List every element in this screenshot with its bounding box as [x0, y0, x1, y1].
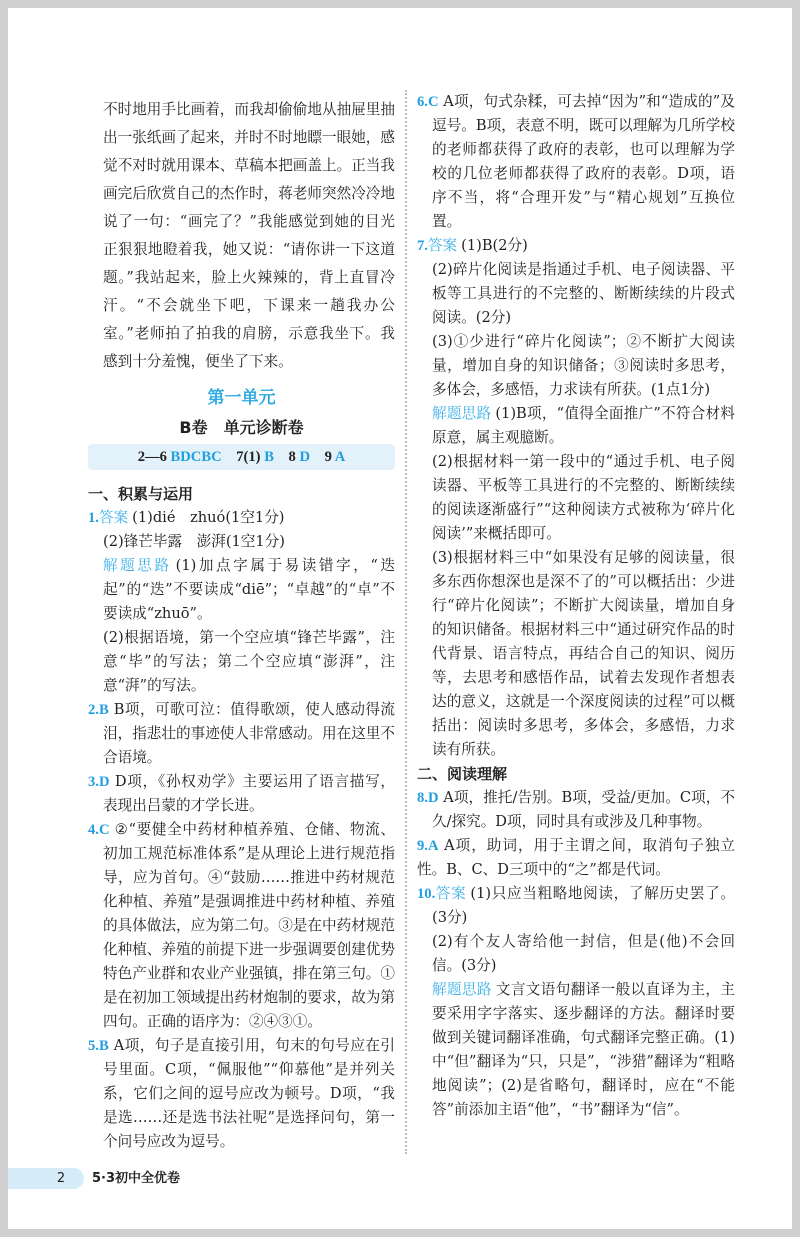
unit-title: 第一单元: [207, 388, 276, 408]
paper-title: B卷 单元诊断卷: [179, 418, 304, 437]
item-text: (1)B项，“值得全面推广”不符合材料原意，属主观臆断。: [432, 405, 735, 446]
item-text: (2)根据材料一第一段中的“通过手机、电子阅读器、平板等工具进行的不完整的、断断续续的阅读逐渐盛行”“这种阅读方式被称为‘碎片化阅读’”来概括即可。: [432, 453, 735, 542]
key-q: 2—6: [137, 449, 167, 465]
page: [8, 8, 792, 1229]
item-number: 7.: [417, 238, 428, 254]
key-q: 8: [288, 449, 296, 465]
two-column-body: [8, 90, 792, 1154]
item-number: 3.D: [88, 774, 110, 790]
book-title: 5·3初中全优卷: [92, 1171, 181, 1186]
item-number: 6.C: [417, 94, 439, 110]
item-text: A项，推托/告别。B项，受益/更加。C项，不久/探究。D项，同时具有或涉及几种事物。: [432, 789, 736, 830]
item-number: 2.B: [88, 702, 109, 718]
item-text: A项，助词，用于主谓之间，取消句子独立性。B、C、D三项中的“之”都是代词。: [417, 837, 735, 878]
key-q: 7(1): [236, 449, 261, 465]
answer-label: 答案: [435, 885, 467, 902]
item-text: 文言文语句翻译一般以直译为主，主要采用字字落实、逐步翻译的方法。翻译时要做到关键词翻译准确，句式翻译完整正确。(1)中“但”翻译为“只，只是”，“涉猎”翻译为“粗略地阅读”；(2)是省略句，翻译时，应在“不能答”前添加主语“他”，“书”翻译为“信”。: [432, 981, 735, 1118]
item-number: 5.B: [88, 1038, 109, 1054]
answer-item-9: [417, 834, 735, 882]
key-a: D: [299, 449, 311, 465]
footer: [8, 1168, 792, 1189]
section-heading: 一、积累与运用: [88, 485, 194, 503]
item-text: (2)根据语境，第一个空应填“锋芒毕露”，注意“毕”的写法；第二个空应填“澎湃”，注意“湃”的写法。: [103, 629, 395, 694]
answer-item-10: [417, 882, 735, 1122]
column-divider: [405, 90, 407, 1154]
page-number: 2: [56, 1171, 66, 1186]
item-number: 4.C: [88, 822, 110, 838]
page-number-tab: [8, 1168, 84, 1189]
item-text: (1)只应当粗略地阅读，了解历史罢了。(3分): [432, 885, 735, 926]
item-text: (2)锋芒毕露 澎湃(1空1分): [103, 533, 285, 550]
answer-item-7: [417, 234, 735, 762]
item-number: 9.A: [417, 838, 439, 854]
answer-item-5: [88, 1034, 395, 1154]
key-a: BDCBC: [170, 449, 222, 465]
item-text: A项，句式杂糅，可去掉“因为”和“造成的”及逗号。B项，表意不明，既可以理解为几所学校的老师都获得了政府的表彰，也可以理解为学校的几位老师都获得了政府的表彰。D项，语序不当，将“合理开发”与“精心规划”互换位置。: [432, 93, 735, 230]
key-q: 9: [324, 449, 332, 465]
item-text: (3)根据材料三中“如果没有足够的阅读量，很多东西你想深也是深不了的”可以概括出：少进行“碎片化阅读”；不断扩大阅读量，增加自身的知识储备。根据材料三中“通过研究作品的时代背景、语言特点，再结合自己的知识、阅历等，去思考和感悟作品，试着去发现作者想表达的意义，这就是一个深度阅读的过程”可以概括出：阅读时多思考，多体会，多感悟，力求读有所获。: [432, 549, 735, 758]
item-text: (2)碎片化阅读是指通过手机、电子阅读器、平板等工具进行的不完整的、断断续续的片段式阅读。(2分): [432, 261, 735, 326]
item-text: (1)加点字属于易读错字，“迭起”的“迭”不要读成“diē”；“卓越”的“卓”不要读成“zhuō”。: [103, 557, 395, 622]
item-text: B项，可歌可泣：值得歌颂，使人感动得流泪，指悲壮的事迹使人非常感动。用在这里不合语境。: [103, 701, 395, 766]
answer-item-8: [417, 786, 735, 834]
left-column: [88, 90, 395, 1154]
answer-item-2: [88, 698, 395, 770]
item-text: (1)dié zhuó(1空1分): [132, 509, 285, 526]
item-text: (3)①少进行“碎片化阅读”；②不断扩大阅读量，增加自身的知识储备；③阅读时多思考，多体会，多感悟，力求读有所获。(1点1分): [432, 333, 735, 398]
thinking-label: 解题思路: [432, 981, 492, 998]
key-a: A: [334, 449, 346, 465]
item-text: D项，《孙权劝学》主要运用了语言描写，表现出吕蒙的才学长进。: [103, 773, 396, 814]
item-text: (2)有个友人寄给他一封信，但是(他)不会回信。(3分): [432, 933, 735, 974]
story-paragraph: 不时地用手比画着，而我却偷偷地从抽屉里抽出一张纸画了起来，并时不时地瞟一眼她，感觉不对时就用课本、草稿本把画盖上。正当我画完后欣赏自己的杰作时，蒋老师突然冷冷地说了一句：“画完了？”我能感觉到她的目光正狠狠地瞪着我，她又说：“请你讲一下这道题。”我站起来，脸上火辣辣的，背上直冒冷汗。“不会就坐下吧，下课来一趟我办公室。”老师拍了拍我的肩膀，示意我坐下。我感到十分羞愧，便坐了下来。: [103, 101, 395, 370]
answer-key-box: [88, 444, 395, 470]
item-text: ②“要健全中药材种植养殖、仓储、物流、初加工规范标准体系”是从理论上进行规范指导，应为首句。④“鼓励……推进中药材规范化种植、养殖”是强调推进中药材种植、养殖的具体做法，应为第二句。③是在中药材规范化种植、养殖的前提下进一步强调要创建优势特色产业群和农业产业强镇，排在第三句。①是在初加工领域提出药材炮制的要求，故为第四句。正确的语序为：②④③①。: [103, 821, 396, 1030]
thinking-label: 解题思路: [103, 557, 172, 574]
answer-label: 答案: [98, 509, 129, 526]
answer-item-3: [88, 770, 395, 818]
answer-item-4: [88, 818, 395, 1034]
section-heading: 二、阅读理解: [417, 765, 508, 783]
thinking-label: 解题思路: [432, 405, 492, 422]
answer-item-6: [417, 90, 735, 234]
right-column: [417, 90, 735, 1154]
answer-label: 答案: [427, 237, 458, 254]
item-number: 1.: [88, 510, 99, 526]
answer-item-1: [88, 506, 395, 698]
item-text: A项，句子是直接引用，句末的句号应在引号里面。C项，“佩服他”“仰慕他”是并列关系，它们之间的逗号应改为顿号。D项，“我是选……还是选书法社呢”是选择问句，第一个问号应改为逗号。: [103, 1037, 396, 1150]
item-number: 10.: [417, 886, 436, 902]
key-a: B: [264, 449, 274, 465]
item-text: (1)B(2分): [461, 237, 528, 254]
item-number: 8.D: [417, 790, 439, 806]
